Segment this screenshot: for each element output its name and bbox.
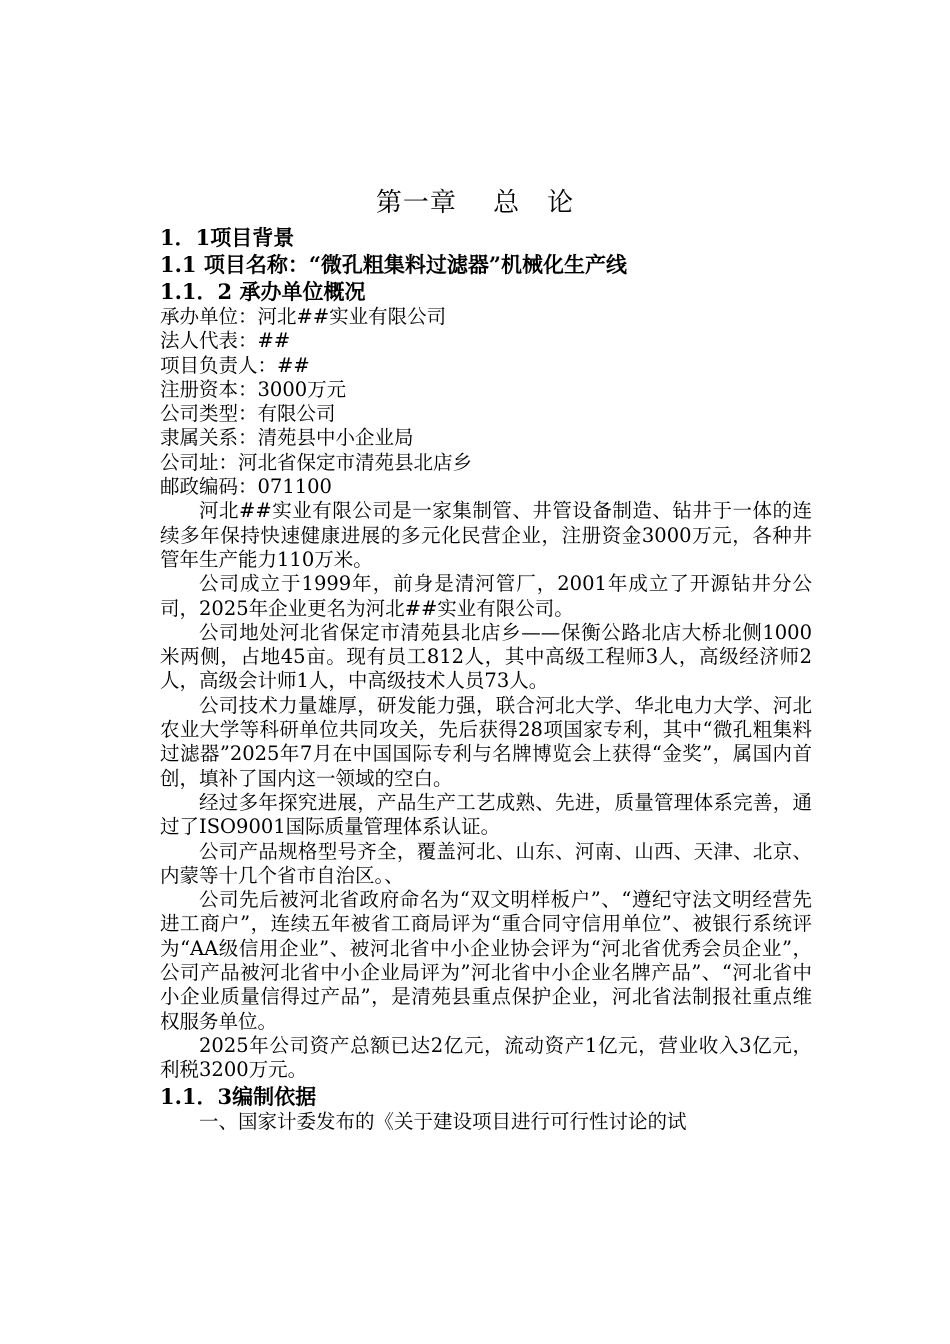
paragraph-quality: 经过多年探究进展，产品生产工艺成熟、先进，质量管理体系完善，通过了ISO9001国际质量管理体系认证。 bbox=[160, 790, 812, 839]
heading-company-overview: 1.1．2 承办单位概况 bbox=[160, 279, 366, 304]
chapter-title: 第一章 总 论 bbox=[375, 188, 575, 218]
paragraph-history: 公司成立于1999年，前身是清河管厂，2001年成立了开源钻井分公司，2025年企业更名为河北##实业有限公司。 bbox=[160, 572, 812, 620]
paragraph-technology: 公司技术力量雄厚，研发能力强，联合河北大学、华北电力大学、河北农业大学等科研单位共同攻关，先后获得28项国家专利，其中“微孔粗集料过滤器”2025年7月在中国国际专利与名牌博览会上获得“金奖”，属国内首创，填补了国内这一领域的空白。 bbox=[160, 693, 812, 790]
heading-basis: 1.1．3编制依据 bbox=[160, 1083, 317, 1109]
paragraph-basis-first: 一、国家计委发布的《关于建设项目进行可行性讨论的试 bbox=[199, 1109, 687, 1133]
info-address: 公司址：河北省保定市清苑县北店乡 bbox=[160, 450, 473, 474]
info-company-type: 公司类型：有限公司 bbox=[160, 402, 336, 426]
info-project-lead: 项目负责人：## bbox=[160, 353, 310, 377]
heading-project-name: 1.1 项目名称：“微孔粗集料过滤器”机械化生产线 bbox=[160, 252, 628, 277]
paragraph-finance: 2025年公司资产总额已达2亿元，流动资产1亿元，营业收入3亿元，利税3200万元。 bbox=[160, 1033, 812, 1082]
info-affiliation: 隶属关系：清苑县中小企业局 bbox=[160, 426, 414, 450]
paragraph-honors: 公司先后被河北省政府命名为“双文明样板户”、“遵纪守法文明经营先进工商户”，连续五年被省工商局评为“重合同守信用单位”、被银行系统评为“AA级信用企业”、被河北省中小企业协会评为“河北省优秀会员企业”，公司产品被河北省中小企业局评为”河北省中小企业名牌产品”、“河北省中小企业质量信得过产品”，是清苑县重点保护企业，河北省法制报社重点维权服务单位。 bbox=[160, 888, 812, 1033]
info-sponsor: 承办单位：河北##实业有限公司 bbox=[160, 305, 447, 328]
paragraph-coverage: 公司产品规格型号齐全，覆盖河北、山东、河南、山西、天津、北京、内蒙等十几个省市自治区。、 bbox=[160, 839, 812, 887]
page-content bbox=[160, 224, 812, 1134]
info-postal-code: 邮政编码：071100 bbox=[160, 475, 332, 499]
info-legal-rep: 法人代表：## bbox=[160, 329, 291, 353]
heading-project-background: 1．1项目背景 bbox=[160, 225, 295, 250]
paragraph-intro: 河北##实业有限公司是一家集制管、井管设备制造、钻井于一体的连续多年保持快速健康进展的多元化民营企业，注册资金3000万元，各种井管年生产能力110万米。 bbox=[160, 499, 812, 571]
info-registered-capital: 注册资本：3000万元 bbox=[160, 377, 347, 401]
paragraph-location: 公司地处河北省保定市清苑县北店乡——保衡公路北店大桥北侧1000米两侧，占地45亩。现有员工812人，其中高级工程师3人，高级经济师2人，高级会计师1人，中高级技术人员73人。 bbox=[160, 620, 812, 693]
